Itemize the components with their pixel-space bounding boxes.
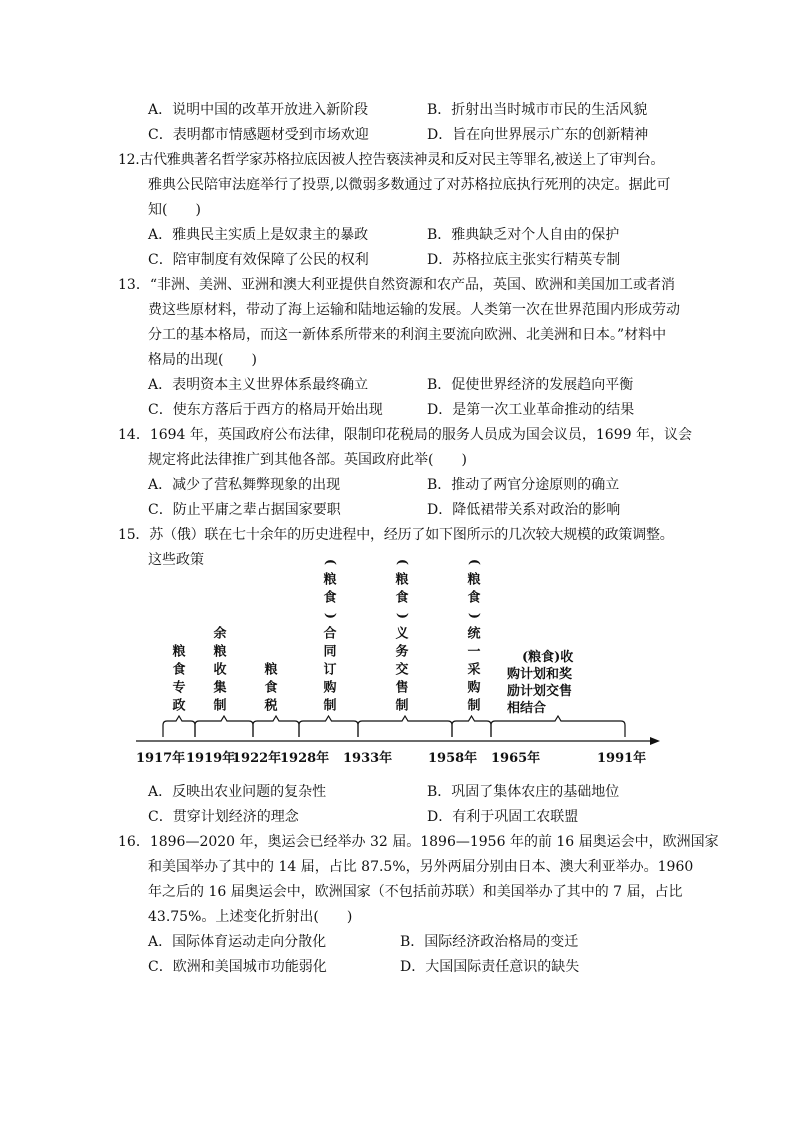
q14-option-d[interactable]: D．降低裙带关系对政治的影响: [427, 502, 621, 518]
q16-stem-line-3: 年之后的 16 届奥运会中，欧洲国家（不包括前苏联）和美国举办了其中的 7 届，占比: [148, 884, 683, 900]
svg-text:统: 统: [467, 626, 481, 642]
q16-option-a[interactable]: A．国际体育运动走向分散化: [148, 934, 327, 950]
svg-text:购: 购: [467, 680, 481, 696]
q16-option-b[interactable]: B．国际经济政治格局的变迁: [400, 934, 579, 950]
svg-text:粮: 粮: [395, 572, 409, 588]
svg-text:订: 订: [323, 662, 337, 678]
svg-text:政: 政: [172, 698, 186, 714]
timeline-policy-label-line: 购计划和奖: [507, 667, 573, 682]
svg-text:(: (: [394, 558, 410, 566]
q11-option-c[interactable]: C．表明都市情感题材受到市场欢迎: [148, 127, 369, 143]
timeline-policy-label: [172, 644, 185, 714]
svg-text:采: 采: [467, 662, 481, 678]
svg-text:食: 食: [323, 590, 337, 606]
q14-stem-line-1: 14．1694 年，英国政府公布法律，限制印花税局的服务人员成为国会议员，1699 年，议会: [118, 427, 692, 443]
timeline-year-label: 1928年: [280, 751, 330, 766]
svg-text:同: 同: [323, 644, 337, 660]
svg-text:食: 食: [172, 662, 186, 678]
q15-option-d[interactable]: D．有利于巩固工农联盟: [427, 809, 579, 825]
q15-stem-line-1: 15．苏（俄）联在七十余年的历史进程中，经历了如下图所示的几次较大规模的政策调整。: [118, 527, 674, 543]
timeline-year-label: 1958年: [428, 751, 478, 766]
timeline-policy-label-line: (粮食)收: [522, 650, 574, 665]
svg-text:): ): [466, 612, 482, 620]
timeline-policy-label-line: 励计划交售: [507, 684, 573, 699]
svg-text:余: 余: [213, 626, 227, 642]
timeline-period-bracket: [163, 716, 195, 737]
q13-stem-line-1: 13．“非洲、美洲、亚洲和澳大利亚提供自然资源和农产品，英国、欧洲和美国加工或者消: [118, 277, 675, 293]
timeline-year-label: 1933年: [343, 751, 393, 766]
svg-text:制: 制: [467, 698, 481, 714]
timeline-year-label: 1922年: [232, 751, 282, 766]
q14-option-a[interactable]: A．减少了营私舞弊现象的出现: [148, 477, 341, 493]
q16-option-c[interactable]: C．欧洲和美国城市功能弱化: [148, 959, 327, 975]
timeline-period-bracket: [299, 716, 358, 737]
q12-stem-line-3: 知( ): [148, 202, 201, 218]
svg-text:(: (: [322, 558, 338, 566]
q13-option-a[interactable]: A．表明资本主义世界体系最终确立: [148, 377, 369, 393]
svg-text:一: 一: [467, 644, 481, 660]
timeline-year-label: 1919年: [186, 751, 236, 766]
timeline-policy-label: [263, 662, 277, 714]
q12-option-d[interactable]: D．苏格拉底主张实行精英专制: [427, 252, 621, 268]
svg-text:制: 制: [323, 698, 337, 714]
svg-text:集: 集: [213, 680, 227, 696]
svg-text:(: (: [466, 558, 482, 566]
q14-stem-line-2: 规定将此法律推广到其他各部。英国政府此举( ): [148, 452, 467, 468]
svg-text:合: 合: [323, 626, 337, 642]
q16-stem-line-1: 16．1896—2020 年，奥运会已经举办 32 届。1896—1956 年的前 16 届奥运会中，欧洲国家: [118, 834, 719, 850]
svg-text:): ): [394, 612, 410, 620]
svg-text:义: 义: [395, 626, 409, 642]
q16-option-d[interactable]: D．大国国际责任意识的缺失: [400, 959, 580, 975]
q11-option-b[interactable]: B．折射出当时城市市民的生活风貌: [427, 102, 648, 118]
q12-option-c[interactable]: C．陪审制度有效保障了公民的权利: [148, 252, 369, 268]
q15-option-a[interactable]: A．反映出农业问题的复杂性: [148, 784, 327, 800]
q11-option-d[interactable]: D．旨在向世界展示广东的创新精神: [427, 127, 649, 143]
q13-option-d[interactable]: D．是第一次工业革命推动的结果: [427, 402, 635, 418]
timeline-period-bracket: [491, 716, 625, 737]
svg-text:粮: 粮: [213, 644, 227, 660]
timeline-policy-label: [213, 626, 227, 714]
timeline-year-label: 1965年: [491, 751, 541, 766]
timeline-policy-label: [395, 559, 410, 714]
svg-text:): ): [322, 612, 338, 620]
timeline-arrow: [650, 737, 660, 745]
q12-stem-line-1: 12.古代雅典著名哲学家苏格拉底因被人控告亵渎神灵和反对民主等罪名,被送上了审判台。: [118, 152, 665, 168]
timeline-policy-label: [467, 559, 482, 714]
timeline-year-label: 1991年: [597, 751, 647, 766]
q13-stem-line-2: 费这些原材料，带动了海上运输和陆地运输的发展。人类第一次在世界范围内形成劳动: [148, 302, 680, 318]
q15-option-c[interactable]: C．贯穿计划经济的理念: [148, 809, 299, 825]
q16-stem-line-4: 43.75%。上述变化折射出( ): [148, 909, 353, 925]
q13-option-c[interactable]: C．使东方落后于西方的格局开始出现: [148, 402, 383, 418]
timeline-policy-label-line: 相结合: [507, 701, 547, 716]
svg-text:购: 购: [323, 680, 337, 696]
q12-option-b[interactable]: B．雅典缺乏对个人自由的保护: [427, 227, 620, 243]
q14-option-b[interactable]: B．推动了两官分途原则的确立: [427, 477, 620, 493]
svg-text:售: 售: [395, 680, 409, 696]
svg-text:交: 交: [395, 662, 409, 678]
svg-text:食: 食: [395, 590, 409, 606]
svg-text:税: 税: [264, 698, 278, 714]
timeline-year-label: 1917年: [136, 751, 186, 766]
q13-option-b[interactable]: B．促使世界经济的发展趋向平衡: [427, 377, 634, 393]
svg-text:专: 专: [172, 680, 186, 696]
q12-option-a[interactable]: A．雅典民主实质上是奴隶主的暴政: [148, 227, 369, 243]
svg-text:食: 食: [467, 590, 481, 606]
svg-text:制: 制: [213, 698, 227, 714]
q15-stem-line-2: 这些政策: [148, 552, 204, 568]
timeline-policy-label: [323, 559, 338, 714]
svg-text:务: 务: [395, 644, 409, 660]
svg-text:粮: 粮: [264, 662, 278, 678]
timeline-period-bracket: [253, 716, 299, 737]
svg-text:制: 制: [395, 698, 409, 714]
timeline-period-bracket: [195, 716, 253, 737]
svg-text:粮: 粮: [467, 572, 481, 588]
q11-option-a[interactable]: A．说明中国的改革开放进入新阶段: [148, 102, 369, 118]
q15-option-b[interactable]: B．巩固了集体农庄的基础地位: [427, 784, 620, 800]
q16-stem-line-2: 和美国举办了其中的 14 届，占比 87.5%，另外两届分别由日本、澳大利亚举办。1960: [148, 859, 694, 875]
timeline-period-bracket: [358, 716, 452, 737]
svg-text:粮: 粮: [172, 644, 186, 660]
svg-text:食: 食: [264, 680, 278, 696]
timeline-period-bracket: [452, 716, 491, 737]
q13-stem-line-4: 格局的出现( ): [148, 352, 257, 368]
svg-text:收: 收: [213, 662, 227, 678]
q13-stem-line-3: 分工的基本格局，而这一新体系所带来的利润主要流向欧洲、北美洲和日本。”材料中: [148, 327, 667, 343]
svg-text:粮: 粮: [323, 572, 337, 588]
q12-stem-line-2: 雅典公民陪审法庭举行了投票,以微弱多数通过了对苏格拉底执行死刑的决定。据此可: [148, 177, 671, 193]
q14-option-c[interactable]: C．防止平庸之辈占据国家要职: [148, 502, 341, 518]
